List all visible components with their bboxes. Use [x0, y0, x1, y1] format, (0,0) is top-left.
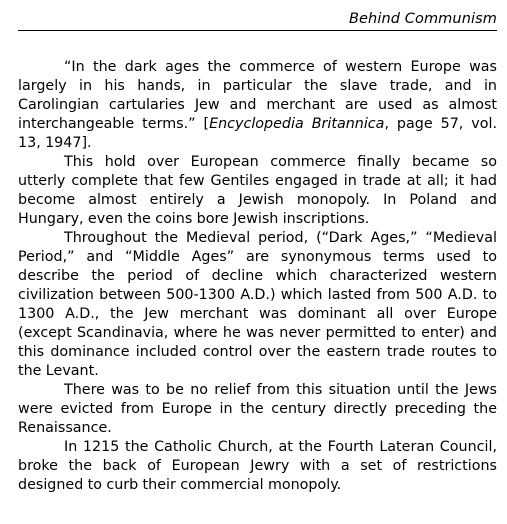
quote-text: “In the dark ages the commerce of western Europe was largely in his hands, in particular the slave trade, and in Carolingian cartularies Jew and merchant are used as almost interchangeable terms.” [	[18, 59, 497, 132]
page-body	[18, 58, 497, 495]
paragraph-lateran-council: In 1215 the Catholic Church, at the Fourth Lateran Council, broke the back of European Jewry with a set of restrictions designed to curb their commercial monopoly.	[18, 439, 497, 493]
paragraph-eviction: There was to be no relief from this situation until the Jews were evicted from Europe in the century directly preceding the Renaissance.	[18, 382, 497, 436]
citation-details: , page 57, vol. 13, 1947].	[18, 116, 498, 151]
running-title: Behind Communism	[348, 11, 497, 27]
paragraph-quote	[18, 58, 497, 153]
paragraph-commerce-monopoly: This hold over European commerce finally became so utterly complete that few Gentiles engaged in trade at all; it had become almost entirely a Jewish monopoly. In Poland and Hungary, even the coins bore Jewish inscriptions.	[18, 154, 497, 227]
paragraph-medieval-period: Throughout the Medieval period, (“Dark Ages,” “Medieval Period,” and “Middle Ages” are synonymous terms used to describe the period of decline which characterized western civilization between 500-1300 A.D.) which lasted from 500 A.D. to 1300 A.D., the Jew merchant was dominant all over Europe (except Scandinavia, where he was never permitted to enter) and this dominance included control over the eastern trade routes to the Levant.	[18, 230, 497, 379]
running-header	[18, 8, 497, 31]
source-title: Encyclopedia Britannica	[209, 116, 385, 132]
